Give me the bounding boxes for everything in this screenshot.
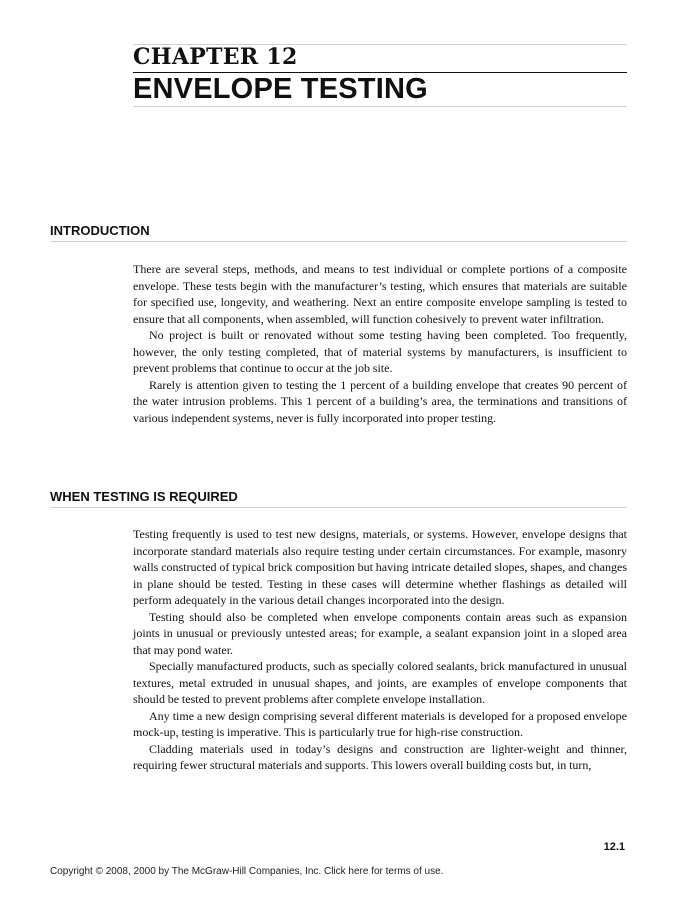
paragraph: Rarely is attention given to testing the 1 percent of a building envelope that creates 90 percent of the water intrusion problems. This 1 percent of a building’s area, the terminations and transitions of various independent systems, never is fully incorporated into proper testing. <box>133 377 627 425</box>
paragraph: Testing frequently is used to test new designs, materials, or systems. However, envelope designs that incorporate standard materials also require testing under certain circumstances. For example, masonry walls constructed of typical brick composition but having intricate detailed slopes, shapes, and changes in plane should be tested. Testing in these cases will determine whether flashings as detailed will perform adequately in the various detail changes incorporated into the design. <box>133 527 627 607</box>
paragraph: Cladding materials used in today’s designs and construction are lighter-weight and thinner, requiring fewer structural materials and supports. This lowers overall building costs but, in turn, <box>133 741 627 772</box>
chapter-label: CHAPTER 12 <box>133 44 298 70</box>
section-rule-when-testing <box>50 507 627 508</box>
page-number: 12.1 <box>603 841 625 853</box>
copyright-terms-link[interactable]: Copyright © 2008, 2000 by The McGraw-Hill Companies, Inc. Click here for terms of use. <box>50 866 444 877</box>
section-heading-when-testing: WHEN TESTING IS REQUIRED <box>50 489 238 504</box>
paragraph: Specially manufactured products, such as specially colored sealants, brick manufactured in unusual textures, metal extruded in unusual shapes, and joints, are examples of envelope components that should be tested to prevent problems after complete envelope installation. <box>133 659 627 706</box>
section-body-when-testing <box>133 526 627 774</box>
section-body-introduction <box>133 261 627 426</box>
paragraph: No project is built or renovated without some testing having been completed. Too frequently, however, the only testing completed, that of material systems by manufacturers, is insufficient to prevent problems that continue to occur at the job site. <box>133 328 627 375</box>
paragraph: Any time a new design comprising several different materials is developed for a proposed envelope mock-up, testing is imperative. This is particularly true for high-rise construction. <box>133 708 627 739</box>
chapter-title: ENVELOPE TESTING <box>133 73 428 105</box>
paragraph: Testing should also be completed when envelope components contain areas such as expansion joints in unusual or previously untested areas; for example, a sealant expansion joint in a sloped area that may pond water. <box>133 609 627 657</box>
chapter-bottom-rule <box>133 106 627 107</box>
paragraph: There are several steps, methods, and means to test individual or complete portions of a composite envelope. These tests begin with the manufacturer’s testing, which ensures that materials are suitable for specified use, longevity, and weathering. Next an entire composite envelope sampling is tested to ensure that all components, when assembled, will function cohesively to prevent water infiltration. <box>133 262 627 326</box>
section-heading-introduction: INTRODUCTION <box>50 223 150 238</box>
section-rule-introduction <box>50 241 627 242</box>
